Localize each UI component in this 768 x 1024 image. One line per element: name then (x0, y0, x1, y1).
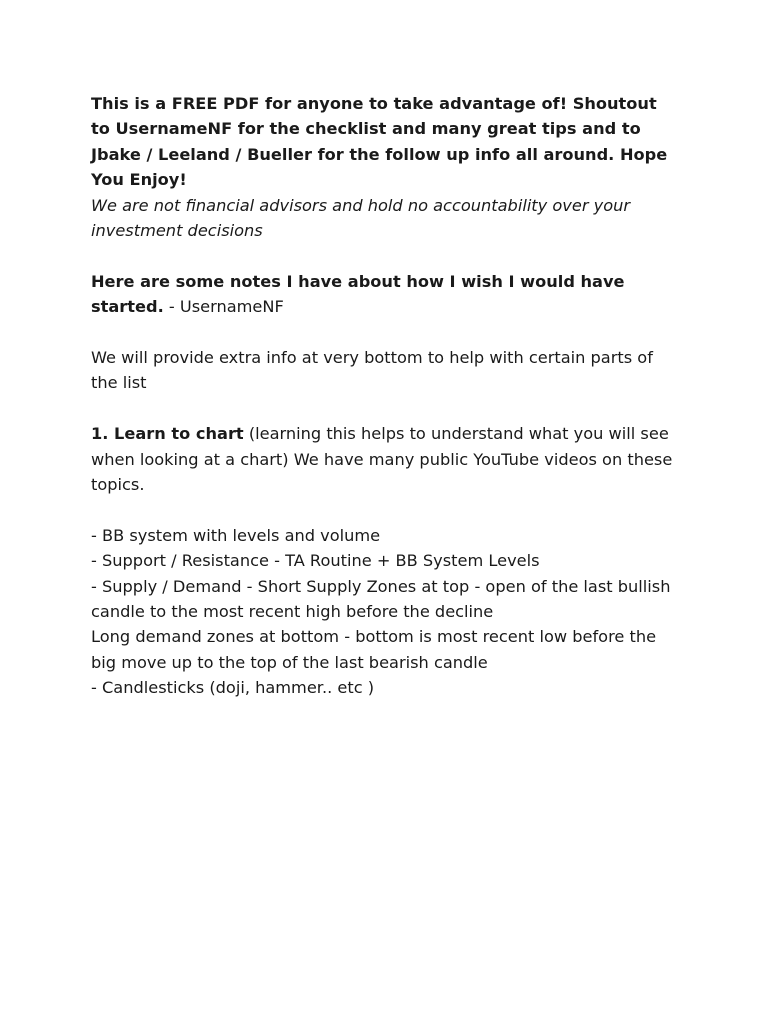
bullet-item: - Candlesticks (doji, hammer.. etc ) (91, 678, 375, 698)
notes-heading-paragraph (91, 269, 681, 320)
disclaimer-paragraph: We are not financial advisors and hold no accountability over your investment decisions (91, 195, 631, 241)
bullet-item: - BB system with levels and volume (91, 525, 381, 545)
intro-paragraph: This is a FREE PDF for anyone to take advantage of! Shoutout to UsernameNF for the checklist and many great tips and to Jbake / Leeland / Bueller for the follow up info all around. Hope You Enjoy! (91, 94, 668, 190)
spacer (91, 396, 681, 421)
document-body (91, 91, 681, 701)
extra-info-paragraph: We will provide extra info at very bottom to help with certain parts of the list (91, 348, 653, 393)
spacer (91, 497, 681, 522)
spacer (91, 243, 681, 268)
spacer (91, 320, 681, 345)
bullet-item: - Supply / Demand - Short Supply Zones at top - open of the last bullish candle to the most recent high before the decline (91, 576, 671, 622)
notes-attribution: - UsernameNF (163, 297, 284, 317)
bullet-item: Long demand zones at bottom - bottom is most recent low before the big move up to the top of the last bearish candle (91, 627, 657, 672)
step-1-description: (learning this helps to understand what you will see when looking at a chart) We have many public YouTube videos on these topics. (91, 424, 673, 495)
notes-heading-text: Here are some notes I have about how I wish I would have started. (91, 271, 625, 317)
step-1-paragraph (91, 421, 681, 497)
bullet-item: - Support / Resistance - TA Routine + BB System Levels (91, 551, 540, 571)
step-1-heading: 1. Learn to chart (91, 424, 244, 444)
